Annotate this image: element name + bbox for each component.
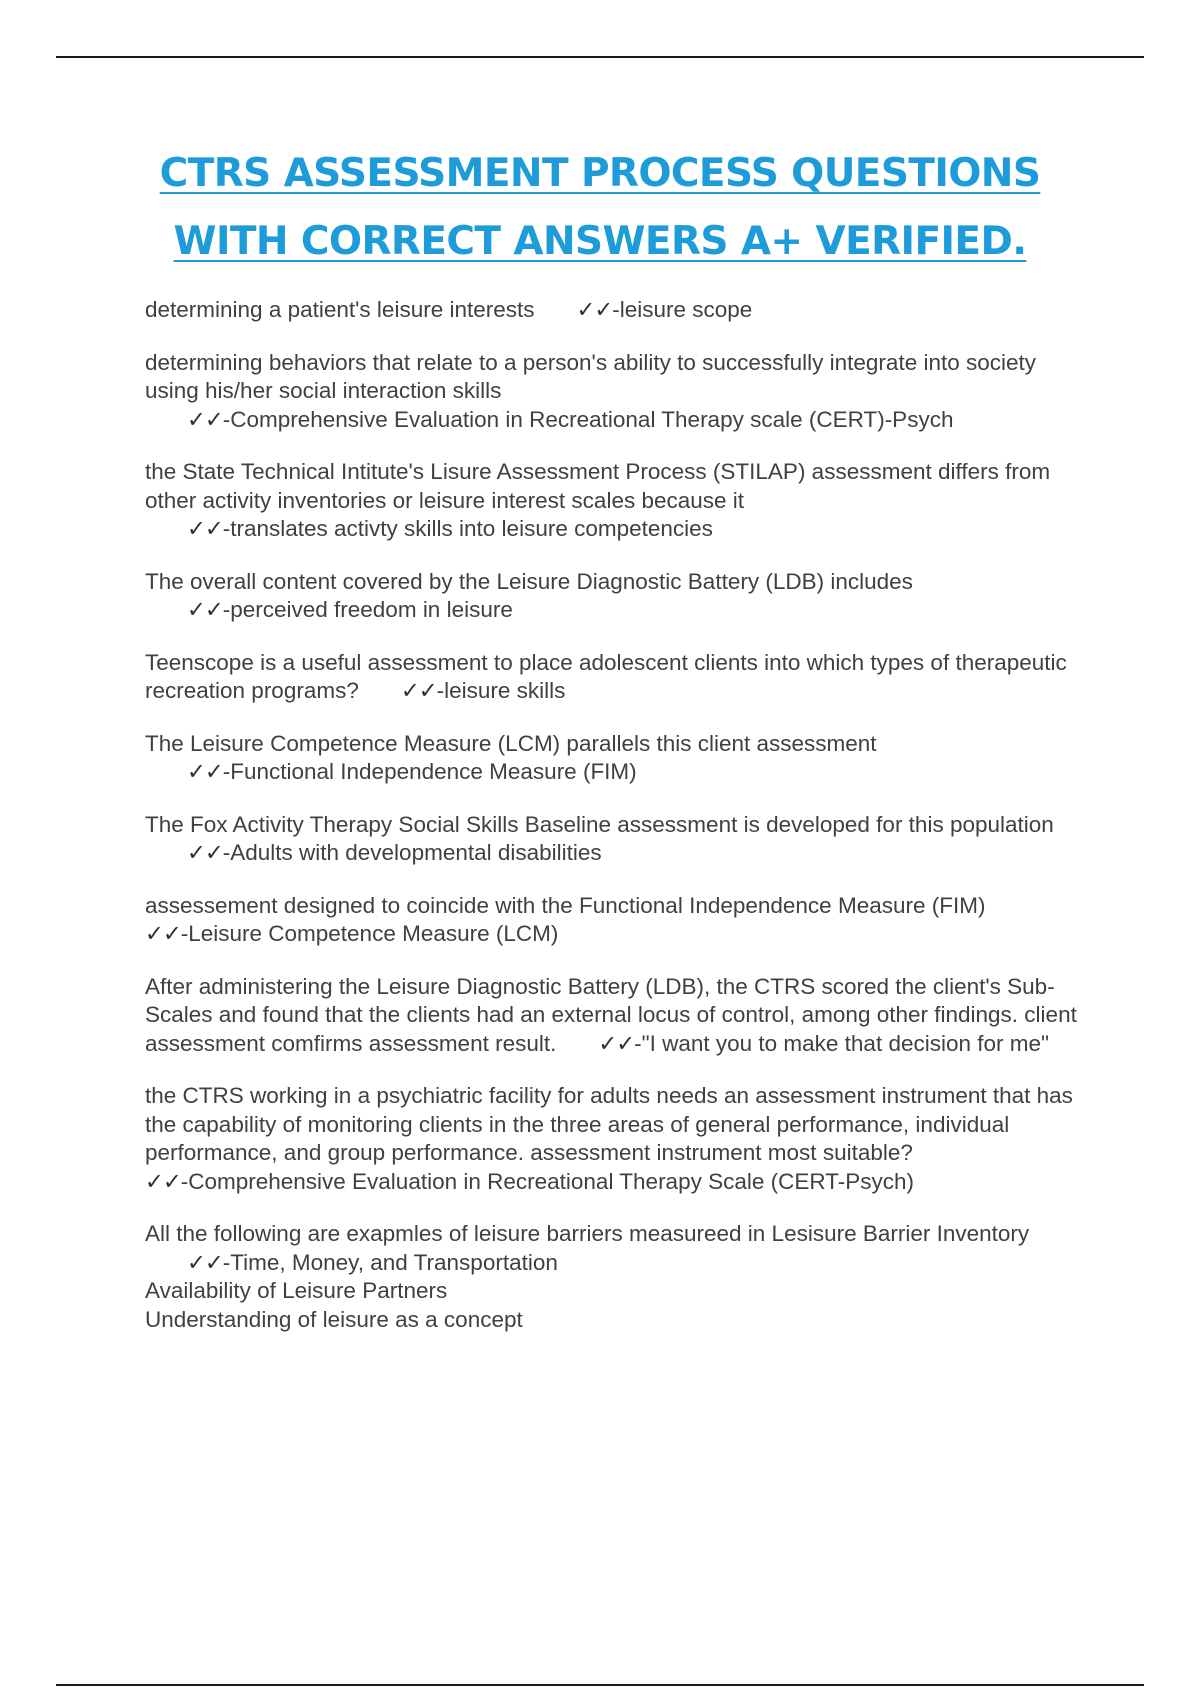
qa-item [145,649,1080,706]
answer-text: -"I want you to make that decision for me" [634,1030,1050,1056]
qa-item [145,349,1080,435]
title-line-2: WITH CORRECT ANSWERS A+ VERIFIED. [173,219,1027,264]
answer-continuation: Understanding of leisure as a concept [145,1306,523,1332]
qa-item [145,730,1080,787]
top-divider [56,56,1144,58]
question-text: the CTRS working in a psychiatric facility for adults needs an assessment instrument that has the capability of monitoring clients in the three areas of general performance, individual performance, and group performance. assessment instrument most suitable? [145,1083,1073,1165]
question-text: After administering the Leisure Diagnostic Battery (LDB), the CTRS scored the client's Sub-Scales and found that the clients had an external locus of control, among other findings. client assessment comfirms assessment result. [145,973,1077,1056]
answer-text: -leisure skills [436,678,566,703]
answer-text: -Leisure Competence Measure (LCM) [180,921,559,946]
answer-text: -Comprehensive Evaluation in Recreational Therapy scale (CERT)-Psych [222,406,954,432]
question-text: The overall content covered by the Leisure Diagnostic Battery (LDB) includes [145,568,913,594]
question-text: determining a patient's leisure interests [145,297,535,322]
qa-item [145,568,1080,625]
check-icon: ✓✓ [187,597,223,622]
qa-item [145,892,1080,949]
answer-text: -Functional Independence Measure (FIM) [222,759,637,784]
qa-item [145,296,1080,325]
check-icon: ✓✓ [598,1030,635,1056]
question-text: All the following are exapmles of leisure barriers measureed in Lesisure Barrier Inventory [145,1221,1030,1246]
bottom-divider [56,1684,1144,1686]
question-text: Teenscope is a useful assessment to place adolescent clients into which types of therapeutic recreation programs? [145,649,1067,703]
qa-list [145,296,1080,1358]
qa-item [145,458,1080,544]
answer-text: -translates activty skills into leisure competencies [222,516,713,541]
answer-text: -Time, Money, and Transportation [222,1249,558,1275]
answer-text: -Adults with developmental disabilities [222,840,602,865]
check-icon: ✓✓ [187,759,223,784]
question-text: assessement designed to coincide with the Functional Independence Measure (FIM) [145,892,986,918]
qa-item [145,1220,1080,1334]
question-text: the State Technical Intitute's Lisure Assessment Process (STILAP) assessment differs from other activity inventories or leisure interest scales because it [145,459,1051,513]
check-icon: ✓✓ [187,516,223,541]
qa-item [145,973,1080,1059]
question-text: determining behaviors that relate to a person's ability to successfully integrate into society using his/her social interaction skills [145,349,1037,403]
check-icon: ✓✓ [187,406,223,432]
document-title [120,140,1080,276]
check-icon: ✓✓ [187,1249,223,1275]
qa-item [145,811,1080,868]
answer-text: -Comprehensive Evaluation in Recreational Therapy Scale (CERT-Psych) [180,1168,914,1194]
check-icon: ✓✓ [187,840,223,865]
check-icon: ✓✓ [576,297,613,322]
qa-item [145,1082,1080,1196]
question-text: The Fox Activity Therapy Social Skills Baseline assessment is developed for this population [145,811,1054,837]
check-icon: ✓✓ [145,921,181,946]
answer-continuation: Availability of Leisure Partners [145,1278,448,1303]
answer-text: -leisure scope [612,297,753,322]
title-line-1: CTRS ASSESSMENT PROCESS QUESTIONS [159,151,1041,196]
check-icon: ✓✓ [145,1168,181,1194]
question-text: The Leisure Competence Measure (LCM) parallels this client assessment [145,730,877,756]
check-icon: ✓✓ [400,678,437,703]
answer-text: -perceived freedom in leisure [222,597,513,622]
